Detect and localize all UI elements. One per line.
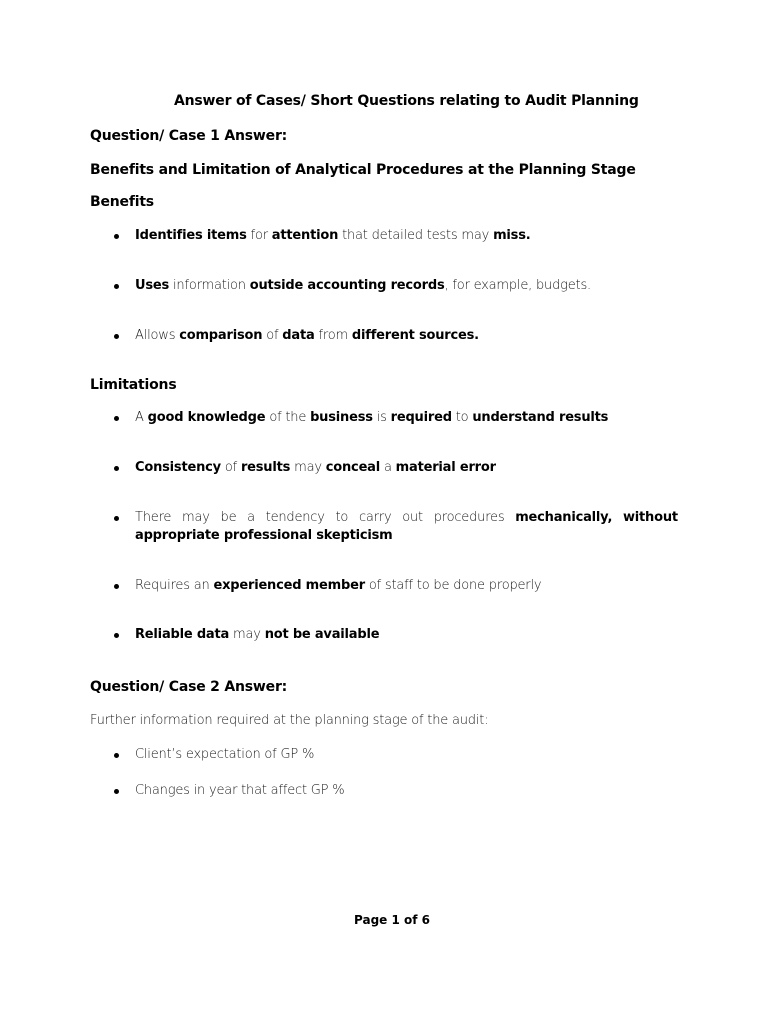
document-title: Answer of Cases/ Short Questions relating to Audit Planning — [174, 93, 639, 109]
benefits-heading: Benefits — [90, 194, 154, 210]
bullet-icon — [114, 284, 119, 289]
q2-item-1: Client’s expectation of GP % — [135, 747, 315, 762]
bullet-icon — [114, 516, 119, 521]
bullet-icon — [114, 753, 119, 758]
benefit-item-2: Uses information outside accounting records, for example, budgets. — [135, 278, 591, 293]
q2-item-2: Changes in year that affect GP % — [135, 783, 345, 798]
bullet-icon — [114, 334, 119, 339]
limitation-item-3-line-2: appropriate professional skepticism — [135, 528, 393, 543]
bullet-icon — [114, 633, 119, 638]
limitation-item-2: Consistency of results may conceal a material error — [135, 460, 496, 475]
limitation-item-4: Requires an experienced member of staff to be done properly — [135, 578, 542, 593]
benefit-item-3: Allows comparison of data from different sources. — [135, 328, 479, 343]
limitation-item-3-line-1: There may be a tendency to carry out procedures mechanically, without — [135, 510, 678, 525]
limitations-heading: Limitations — [90, 377, 177, 393]
bullet-icon — [114, 466, 119, 471]
page-number: Page 1 of 6 — [354, 913, 430, 927]
bullet-icon — [114, 416, 119, 421]
limitation-item-1: A good knowledge of the business is required to understand results — [135, 410, 609, 425]
q2-intro: Further information required at the planning stage of the audit: — [90, 713, 489, 728]
bullet-icon — [114, 234, 119, 239]
q2-heading: Question/ Case 2 Answer: — [90, 679, 288, 695]
bullet-icon — [114, 584, 119, 589]
bullet-icon — [114, 789, 119, 794]
q1-subheading: Benefits and Limitation of Analytical Procedures at the Planning Stage — [90, 162, 636, 178]
benefit-item-1: Identifies items for attention that detailed tests may miss. — [135, 228, 531, 243]
q1-heading: Question/ Case 1 Answer: — [90, 128, 288, 144]
limitation-item-5: Reliable data may not be available — [135, 627, 380, 642]
